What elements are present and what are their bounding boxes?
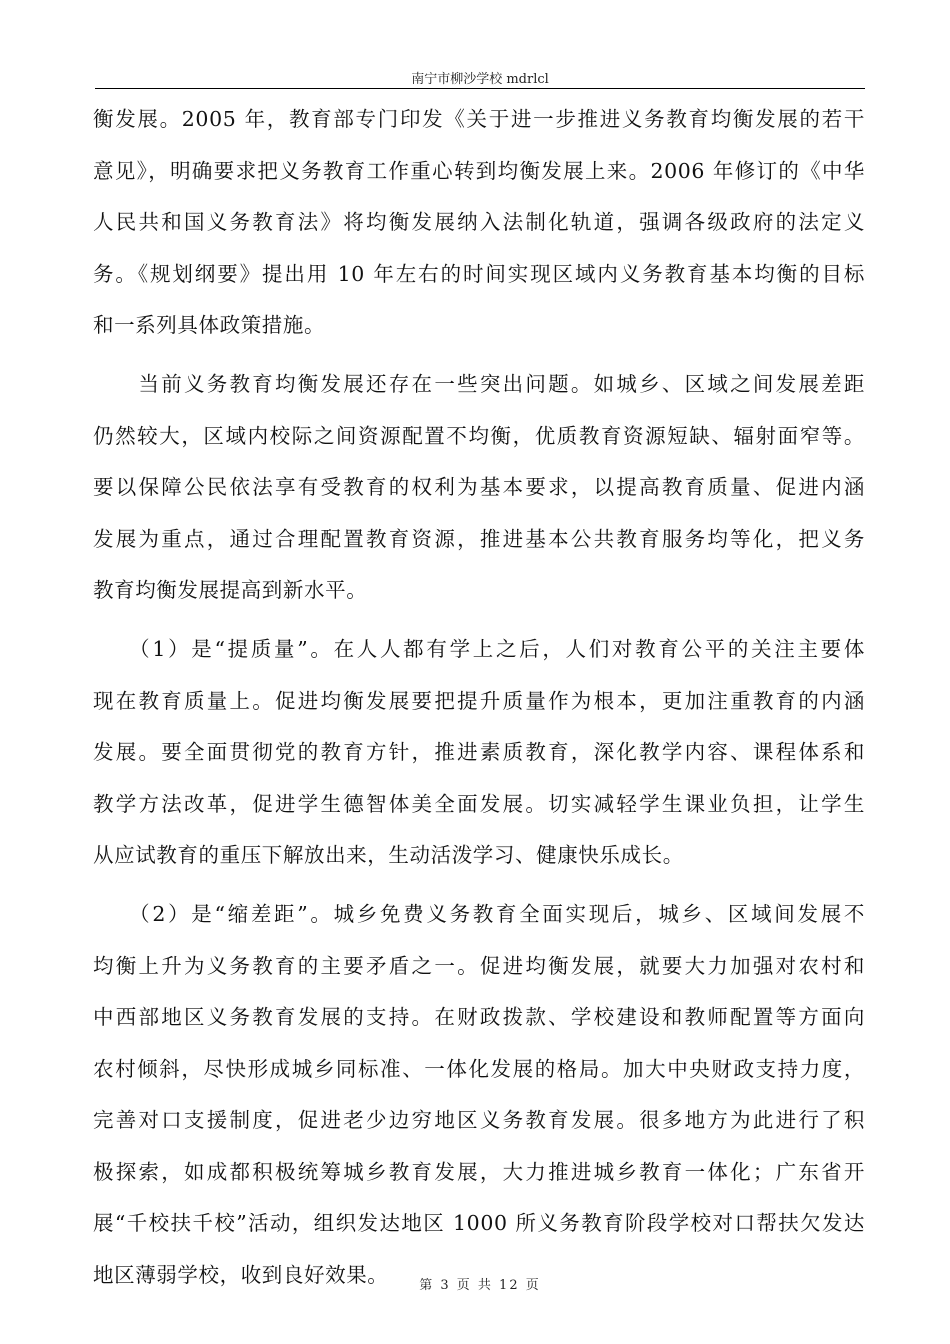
paragraph-2	[93, 359, 865, 617]
text-line: （2）是“缩差距”。城乡免费义务教育全面实现后，城乡、区域间发展不	[93, 901, 865, 926]
text-line: 地区薄弱学校，收到良好效果。	[93, 1263, 389, 1288]
text-line: 中西部地区义务教育发展的支持。在财政拨款、学校建设和教师配置等方面向	[93, 1005, 865, 1030]
document-body	[93, 94, 865, 1302]
header-rule	[95, 88, 865, 89]
paragraph-4	[93, 889, 865, 1302]
text-line: 和一系列具体政策措施。	[93, 313, 326, 338]
text-line: 衡发展。2005 年，教育部专门印发《关于进一步推进义务教育均衡发展的若干	[93, 107, 865, 131]
text-line: 从应试教育的重压下解放出来，生动活泼学习、健康快乐成长。	[93, 843, 684, 868]
text-line: 发展为重点，通过合理配置教育资源，推进基本公共教育服务均等化，把义务	[93, 526, 865, 551]
text-line: 完善对口支援制度，促进老少边穷地区义务教育发展。很多地方为此进行了积	[93, 1108, 865, 1133]
text-line: 务。《规划纲要》提出用 10 年左右的时间实现区域内义务教育基本均衡的目标	[93, 261, 865, 286]
paragraph-3	[93, 624, 865, 882]
text-line: 极探索，如成都积极统筹城乡教育发展，大力推进城乡教育一体化；广东省开	[93, 1159, 865, 1184]
text-line: 发展。要全面贯彻党的教育方针，推进素质教育，深化教学内容、课程体系和	[93, 740, 865, 765]
text-line: 意见》，明确要求把义务教育工作重心转到均衡发展上来。2006 年修订的《中华	[93, 158, 865, 183]
text-line: 展“千校扶千校”活动，组织发达地区 1000 所义务教育阶段学校对口帮扶欠发达	[93, 1211, 865, 1236]
text-line: 要以保障公民依法享有受教育的权利为基本要求，以提高教育质量、促进内涵	[93, 475, 865, 500]
text-line: 当前义务教育均衡发展还存在一些突出问题。如城乡、区域之间发展差距	[93, 371, 865, 396]
text-line: 均衡上升为义务教育的主要矛盾之一。促进均衡发展，就要大力加强对农村和	[93, 953, 865, 978]
text-line: （1）是“提质量”。在人人都有学上之后，人们对教育公平的关注主要体	[93, 636, 865, 661]
text-line: 教育均衡发展提高到新水平。	[93, 578, 368, 603]
text-line: 仍然较大，区域内校际之间资源配置不均衡，优质教育资源短缺、辐射面窄等。	[93, 423, 865, 448]
text-line: 教学方法改革，促进学生德智体美全面发展。切实减轻学生课业负担，让学生	[93, 791, 865, 816]
paragraph-1	[93, 94, 865, 352]
text-line: 现在教育质量上。促进均衡发展要把提升质量作为根本，更加注重教育的内涵	[93, 688, 865, 713]
page-header: 南宁市柳沙学校 mdrlcl	[411, 72, 549, 87]
text-line: 人民共和国义务教育法》将均衡发展纳入法制化轨道，强调各级政府的法定义	[93, 210, 865, 235]
page-footer: 第 3 页 共 12 页	[419, 1278, 541, 1293]
text-line: 农村倾斜，尽快形成城乡同标准、一体化发展的格局。加大中央财政支持力度，	[93, 1056, 865, 1081]
